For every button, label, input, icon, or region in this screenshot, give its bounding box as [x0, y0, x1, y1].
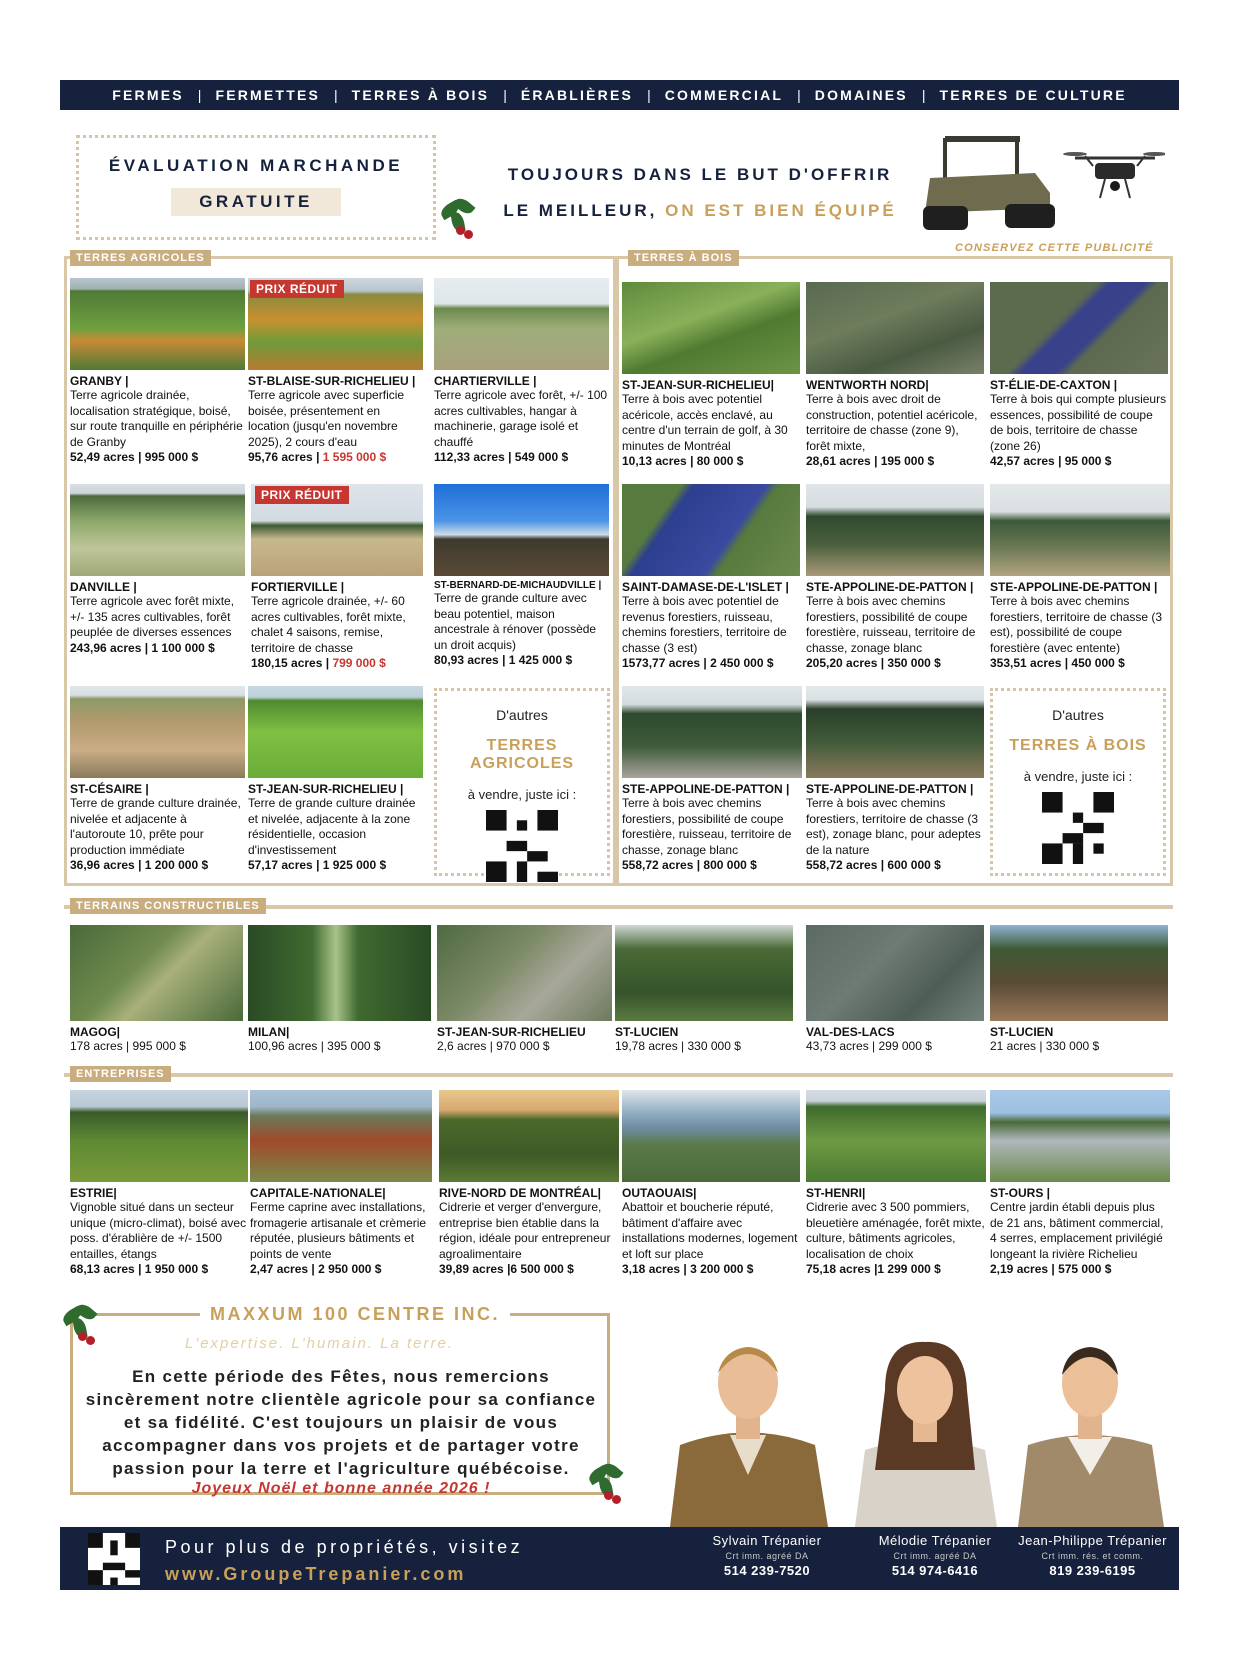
avatar	[1010, 1325, 1170, 1527]
listing-card[interactable]	[615, 925, 793, 1053]
listing-photo	[990, 1090, 1170, 1182]
section-rule	[64, 1073, 1173, 1077]
listing-description: Abattoir et boucherie réputé, bâtiment d'affaire avec installations modernes, logement et loft sur place	[622, 1200, 798, 1261]
listing-card[interactable]	[434, 278, 609, 464]
equipment-illustration	[915, 118, 1165, 243]
category-nav	[60, 80, 1179, 110]
nav-separator: |	[797, 87, 801, 103]
qr-code-icon[interactable]	[486, 810, 558, 882]
listing-card[interactable]	[990, 484, 1170, 670]
listing-title: MAGOG|	[70, 1025, 121, 1039]
listing-title: VAL-DES-LACS	[806, 1025, 895, 1039]
listing-price: 558,72 acres | 800 000 $	[622, 858, 757, 872]
listing-photo	[990, 484, 1170, 576]
agent-title: Crt imm. agréé DA	[725, 1551, 809, 1561]
listing-title: GRANBY |	[70, 374, 129, 388]
nav-domaines[interactable]: DOMAINES	[814, 87, 908, 103]
nav-terres-de-culture[interactable]: TERRES DE CULTURE	[939, 87, 1127, 103]
listing-title: FORTIERVILLE |	[251, 580, 345, 594]
listing-title: CHARTIERVILLE |	[434, 374, 537, 388]
more-line-1: D'autres	[1052, 707, 1104, 723]
more-line-2: TERRES AGRICOLES	[469, 737, 575, 772]
listing-photo	[615, 925, 793, 1021]
listing-card[interactable]	[622, 484, 800, 670]
listing-card[interactable]	[806, 484, 984, 670]
listing-title: ST-LUCIEN	[990, 1025, 1054, 1039]
listing-card[interactable]	[70, 484, 245, 655]
listing-card[interactable]	[990, 925, 1168, 1053]
listing-price: 3,18 acres | 3 200 000 $	[622, 1262, 754, 1276]
listing-description: Vignoble situé dans un secteur unique (micro-climat), boisé avec poss. d'érablière de +/- 1500 entailles, étangs	[70, 1200, 247, 1261]
more-line-1: D'autres	[496, 707, 548, 723]
listing-description: Terre à bois avec droit de construction, potentiel acéricole, territoire de chasse (zone 9), forêt mixte,	[806, 392, 978, 453]
listing-price: 75,18 acres |1 299 000 $	[806, 1262, 941, 1276]
listing-price: 178 acres | 995 000 $	[70, 1039, 186, 1053]
nav-separator: |	[334, 87, 338, 103]
listing-photo	[806, 484, 984, 576]
listing-photo	[248, 686, 423, 778]
footer-bar	[60, 1527, 1179, 1590]
section-label-agricoles: TERRES AGRICOLES	[70, 250, 211, 266]
nav-separator: |	[921, 87, 926, 103]
listing-photo	[434, 278, 609, 370]
listing-price: 10,13 acres | 80 000 $	[622, 454, 744, 468]
maxxum-title: MAXXUM 100 CENTRE INC.	[200, 1304, 510, 1325]
listing-description: Terre à bois avec potentiel acéricole, accès enclavé, au centre d'un terrain de golf, à 30 minutes de Montréal	[622, 392, 788, 453]
avatar	[660, 1325, 835, 1527]
listing-photo	[806, 686, 984, 778]
maxxum-tagline: L'expertise. L'humain. La terre.	[185, 1335, 455, 1352]
more-line-2: TERRES À BOIS	[1009, 737, 1147, 754]
drone-icon	[1063, 152, 1165, 198]
listing-title: ESTRIE|	[70, 1186, 117, 1200]
reduced-price-badge: PRIX RÉDUIT	[255, 486, 349, 504]
listing-price: 2,6 acres | 970 000 $	[437, 1039, 550, 1053]
listing-title: WENTWORTH NORD|	[806, 378, 929, 392]
listing-card[interactable]	[248, 278, 423, 464]
nav-erablieres[interactable]: ÉRABLIÈRES	[520, 87, 634, 103]
listing-title: ST-JEAN-SUR-RICHELIEU	[437, 1025, 586, 1039]
listing-card[interactable]	[806, 686, 984, 872]
nav-separator: |	[503, 87, 507, 103]
listing-title: SAINT-DAMASE-DE-L'ISLET |	[622, 580, 789, 594]
listing-photo	[622, 484, 800, 576]
listing-card[interactable]	[622, 282, 800, 468]
listing-price: 95,76 acres | 1 595 000 $	[248, 450, 387, 464]
listing-photo	[990, 282, 1168, 374]
agent-sylvain	[692, 1533, 842, 1578]
listing-price: 205,20 acres | 350 000 $	[806, 656, 941, 670]
agent-phone[interactable]: 819 239-6195	[1049, 1563, 1136, 1578]
more-line-3: à vendre, juste ici :	[1023, 769, 1133, 784]
listing-title: STE-APPOLINE-DE-PATTON |	[806, 580, 974, 594]
listing-price: 28,61 acres | 195 000 $	[806, 454, 935, 468]
listing-description: Terre agricole drainée, localisation stratégique, boisé, sur route tranquille en périphérie de Granby	[70, 388, 243, 449]
listing-price: 21 acres | 330 000 $	[990, 1039, 1100, 1053]
agent-title: Crt imm. rés. et comm.	[1041, 1551, 1144, 1561]
listing-title: ST-ÉLIE-DE-CAXTON |	[990, 378, 1118, 392]
agent-phone[interactable]: 514 974-6416	[891, 1563, 979, 1578]
section-label-entreprises: ENTREPRISES	[70, 1066, 171, 1082]
listing-card[interactable]	[70, 686, 245, 872]
listing-price: 57,17 acres | 1 925 000 $	[248, 858, 387, 872]
listing-price: 2,47 acres | 2 950 000 $	[250, 1262, 382, 1276]
listing-price: 112,33 acres | 549 000 $	[434, 450, 569, 464]
nav-fermes[interactable]: FERMES	[112, 87, 184, 103]
listing-description: Centre jardin établi depuis plus de 21 ans, bâtiment commercial, 4 serres, emplacement privilégié longeant la rivière Richelieu	[990, 1200, 1164, 1261]
listing-description: Cidrerie et verger d'envergure, entreprise bien établie dans la région, idéale pour entrepreneur agroalimentaire	[439, 1200, 611, 1261]
listing-description: Terre à bois avec chemins forestiers, territoire de chasse (3 est), zonage blanc, pour adeptes de la nature	[806, 796, 981, 857]
listing-title: ST-OURS |	[990, 1186, 1051, 1200]
utv-icon	[923, 136, 1055, 230]
agent-jean-philippe	[1010, 1533, 1175, 1578]
listing-title: CAPITALE-NATIONALE|	[250, 1186, 386, 1200]
listing-card[interactable]	[622, 686, 802, 872]
listing-description: Terre à bois avec chemins forestiers, possibilité de coupe forestière, ruisseau, territoire de chasse, zonage blanc	[806, 594, 976, 655]
agent-name: Sylvain Trépanier	[712, 1533, 822, 1548]
eval-subtitle: GRATUITE	[171, 188, 341, 216]
nav-separator: |	[197, 87, 202, 103]
listing-photo	[70, 278, 245, 370]
listing-card[interactable]	[434, 484, 609, 667]
listing-title: MILAN|	[248, 1025, 290, 1039]
listing-card[interactable]	[622, 1090, 800, 1276]
listing-photo	[990, 925, 1168, 1021]
listing-title: ST-BERNARD-DE-MICHAUDVILLE |	[434, 580, 602, 591]
listing-price: 1573,77 acres | 2 450 000 $	[622, 656, 774, 670]
listing-photo	[622, 686, 802, 778]
listing-card[interactable]	[248, 925, 431, 1053]
listing-title: STE-APPOLINE-DE-PATTON |	[806, 782, 974, 796]
listing-photo	[806, 282, 984, 374]
listing-description: Terre agricole avec forêt, +/- 100 acres cultivables, hangar à machinerie, garage isolé et chauffé	[434, 388, 608, 449]
listing-price: 353,51 acres | 450 000 $	[990, 656, 1125, 670]
holly-icon	[62, 1306, 100, 1350]
holiday-wish: Joyeux Noël et bonne année 2026 !	[191, 1480, 491, 1497]
listing-card[interactable]	[806, 1090, 986, 1276]
listing-card[interactable]	[250, 1090, 432, 1276]
listing-title: ST-CÉSAIRE |	[70, 782, 149, 796]
nav-fermettes[interactable]: FERMETTES	[215, 87, 321, 103]
listing-description: Terre à bois qui compte plusieurs essences, possibilité de coupe de bois, territoire de chasse (zone 26)	[990, 392, 1167, 453]
listing-price: 80,93 acres | 1 425 000 $	[434, 653, 573, 667]
reduced-price-badge: PRIX RÉDUIT	[250, 280, 344, 298]
listing-price: 2,19 acres | 575 000 $	[990, 1262, 1112, 1276]
section-label-constructibles: TERRAINS CONSTRUCTIBLES	[70, 898, 266, 914]
listing-description: Terre de grande culture drainée, nivelée et adjacente à l'autoroute 10, prête pour production immédiate	[70, 796, 241, 857]
nav-commercial[interactable]: COMMERCIAL	[664, 87, 784, 103]
listing-description: Terre à bois avec chemins forestiers, possibilité de coupe forestière, ruisseau, territoire de chasse, zonage blanc	[622, 796, 792, 857]
listing-title: STE-APPOLINE-DE-PATTON |	[622, 782, 790, 796]
listing-card[interactable]	[990, 282, 1168, 468]
avatar	[845, 1330, 1005, 1527]
listing-description: Terre de grande culture drainée et nivelée, adjacente à la zone résidentielle, occasion d'investissement	[248, 796, 416, 857]
tagline-line-2: LE MEILLEUR, ON EST BIEN ÉQUIPÉ	[503, 201, 897, 220]
qr-code-icon[interactable]	[88, 1533, 140, 1585]
listing-card[interactable]	[251, 484, 423, 670]
listing-photo	[622, 1090, 800, 1182]
tagline	[500, 157, 900, 229]
listing-card[interactable]	[248, 686, 423, 872]
listing-photo	[250, 1090, 432, 1182]
website-link[interactable]: www.GroupeTrepanier.com	[165, 1564, 467, 1584]
agent-title: Crt imm. agréé DA	[893, 1551, 977, 1561]
listing-card[interactable]	[806, 282, 984, 468]
listing-card[interactable]	[990, 1090, 1170, 1276]
listing-description: Terre de grande culture avec beau potentiel, maison ancestrale à rénover (possède un droit acquis)	[434, 591, 597, 652]
agent-name: Mélodie Trépanier	[878, 1533, 992, 1548]
listing-price: 558,72 acres | 600 000 $	[806, 858, 941, 872]
tagline-line-1: TOUJOURS DANS LE BUT D'OFFRIR	[507, 165, 893, 184]
footer-text: Pour plus de propriétés, visitez	[165, 1537, 524, 1557]
agent-phone[interactable]: 514 239-7520	[723, 1563, 811, 1578]
listing-title: STE-APPOLINE-DE-PATTON |	[990, 580, 1158, 594]
listing-card[interactable]	[70, 925, 243, 1053]
nav-terres-a-bois[interactable]: TERRES À BOIS	[351, 87, 490, 103]
qr-code-icon[interactable]	[1042, 792, 1114, 864]
listing-description: Terre agricole drainée, +/- 60 acres cultivables, forêt mixte, chalet 4 saisons, remise, territoire de chasse	[251, 594, 406, 655]
listing-price: 100,96 acres | 395 000 $	[248, 1039, 381, 1053]
listing-photo	[806, 1090, 986, 1182]
listing-card[interactable]	[437, 925, 612, 1053]
eval-title: ÉVALUATION MARCHANDE	[108, 156, 404, 175]
nav-separator: |	[647, 87, 651, 103]
more-bois-box[interactable]	[990, 688, 1166, 876]
listing-title: RIVE-NORD DE MONTRÉAL|	[439, 1186, 602, 1200]
listing-card[interactable]	[439, 1090, 619, 1276]
listing-title: DANVILLE |	[70, 580, 137, 594]
listing-title: ST-BLAISE-SUR-RICHELIEU |	[248, 374, 416, 388]
listing-price: 243,96 acres | 1 100 000 $	[70, 640, 215, 655]
more-line-3: à vendre, juste ici :	[467, 787, 577, 802]
listing-card[interactable]	[70, 278, 245, 464]
listing-photo	[248, 278, 423, 370]
listing-card[interactable]	[70, 1090, 248, 1276]
listing-title: ST-LUCIEN	[615, 1025, 679, 1039]
listing-photo	[439, 1090, 619, 1182]
listing-description: Cidrerie avec 3 500 pommiers, bleuetière aménagée, forêt mixte, culture, bâtiments agricoles, localisation de choix	[806, 1200, 985, 1261]
listing-price: 39,89 acres |6 500 000 $	[439, 1262, 574, 1276]
keep-this-ad-note: CONSERVEZ CETTE PUBLICITÉ	[955, 242, 1154, 254]
agent-name: Jean-Philippe Trépanier	[1018, 1533, 1167, 1548]
listing-photo	[806, 925, 984, 1021]
listing-price: 19,78 acres | 330 000 $	[615, 1039, 741, 1053]
listing-description: Terre agricole avec superficie boisée, présentement en location (jusqu'en novembre 2025), 2 cours d'eau	[248, 388, 405, 449]
listing-photo	[251, 484, 423, 576]
listing-title: ST-HENRI|	[806, 1186, 866, 1200]
listing-photo	[70, 1090, 248, 1182]
listing-price: 68,13 acres | 1 950 000 $	[70, 1262, 209, 1276]
listing-description: Terre à bois avec potentiel de revenus forestiers, ruisseau, chemins forestiers, territoire de chasse (3 est)	[622, 594, 787, 655]
agent-melodie	[860, 1533, 1010, 1578]
listing-photo	[437, 925, 612, 1021]
listing-title: ST-JEAN-SUR-RICHELIEU|	[622, 378, 775, 392]
listing-photo	[622, 282, 800, 374]
listing-photo	[70, 484, 245, 576]
holly-icon	[440, 200, 478, 244]
section-label-bois: TERRES À BOIS	[628, 250, 739, 266]
more-agricoles-box[interactable]	[434, 688, 610, 876]
listing-photo	[70, 686, 245, 778]
listing-description: Ferme caprine avec installations, fromagerie artisanale et crèmerie réputée, plusieurs bâtiments et points de vente	[250, 1200, 427, 1261]
listing-price: 43,73 acres | 299 000 $	[806, 1039, 932, 1053]
holiday-message: En cette période des Fêtes, nous remercions sincèrement notre clientèle agricole pour sa confiance et sa fidélité. C'est toujours un plaisir de vous accompagner dans vos projets et de partager votre passion pour la terre et l'agriculture québécoise.	[85, 1367, 597, 1478]
listing-photo	[70, 925, 243, 1021]
listing-price: 42,57 acres | 95 000 $	[990, 454, 1112, 468]
listing-price: 36,96 acres | 1 200 000 $	[70, 858, 209, 872]
listing-description: Terre à bois avec chemins forestiers, territoire de chasse (3 est), possibilité de coupe forestière (avec entente)	[990, 594, 1163, 655]
listing-photo	[434, 484, 609, 576]
listing-title: OUTAOUAIS|	[622, 1186, 697, 1200]
listing-description: Terre agricole avec forêt mixte, +/- 135 acres cultivables, forêt peuplée de diverses essences	[70, 594, 235, 639]
listing-photo	[248, 925, 431, 1021]
listing-card[interactable]	[806, 925, 984, 1053]
free-evaluation-box	[76, 135, 436, 240]
listing-title: ST-JEAN-SUR-RICHELIEU |	[248, 782, 404, 796]
listing-price: 180,15 acres | 799 000 $	[251, 656, 386, 670]
listing-price: 52,49 acres | 995 000 $	[70, 450, 199, 464]
